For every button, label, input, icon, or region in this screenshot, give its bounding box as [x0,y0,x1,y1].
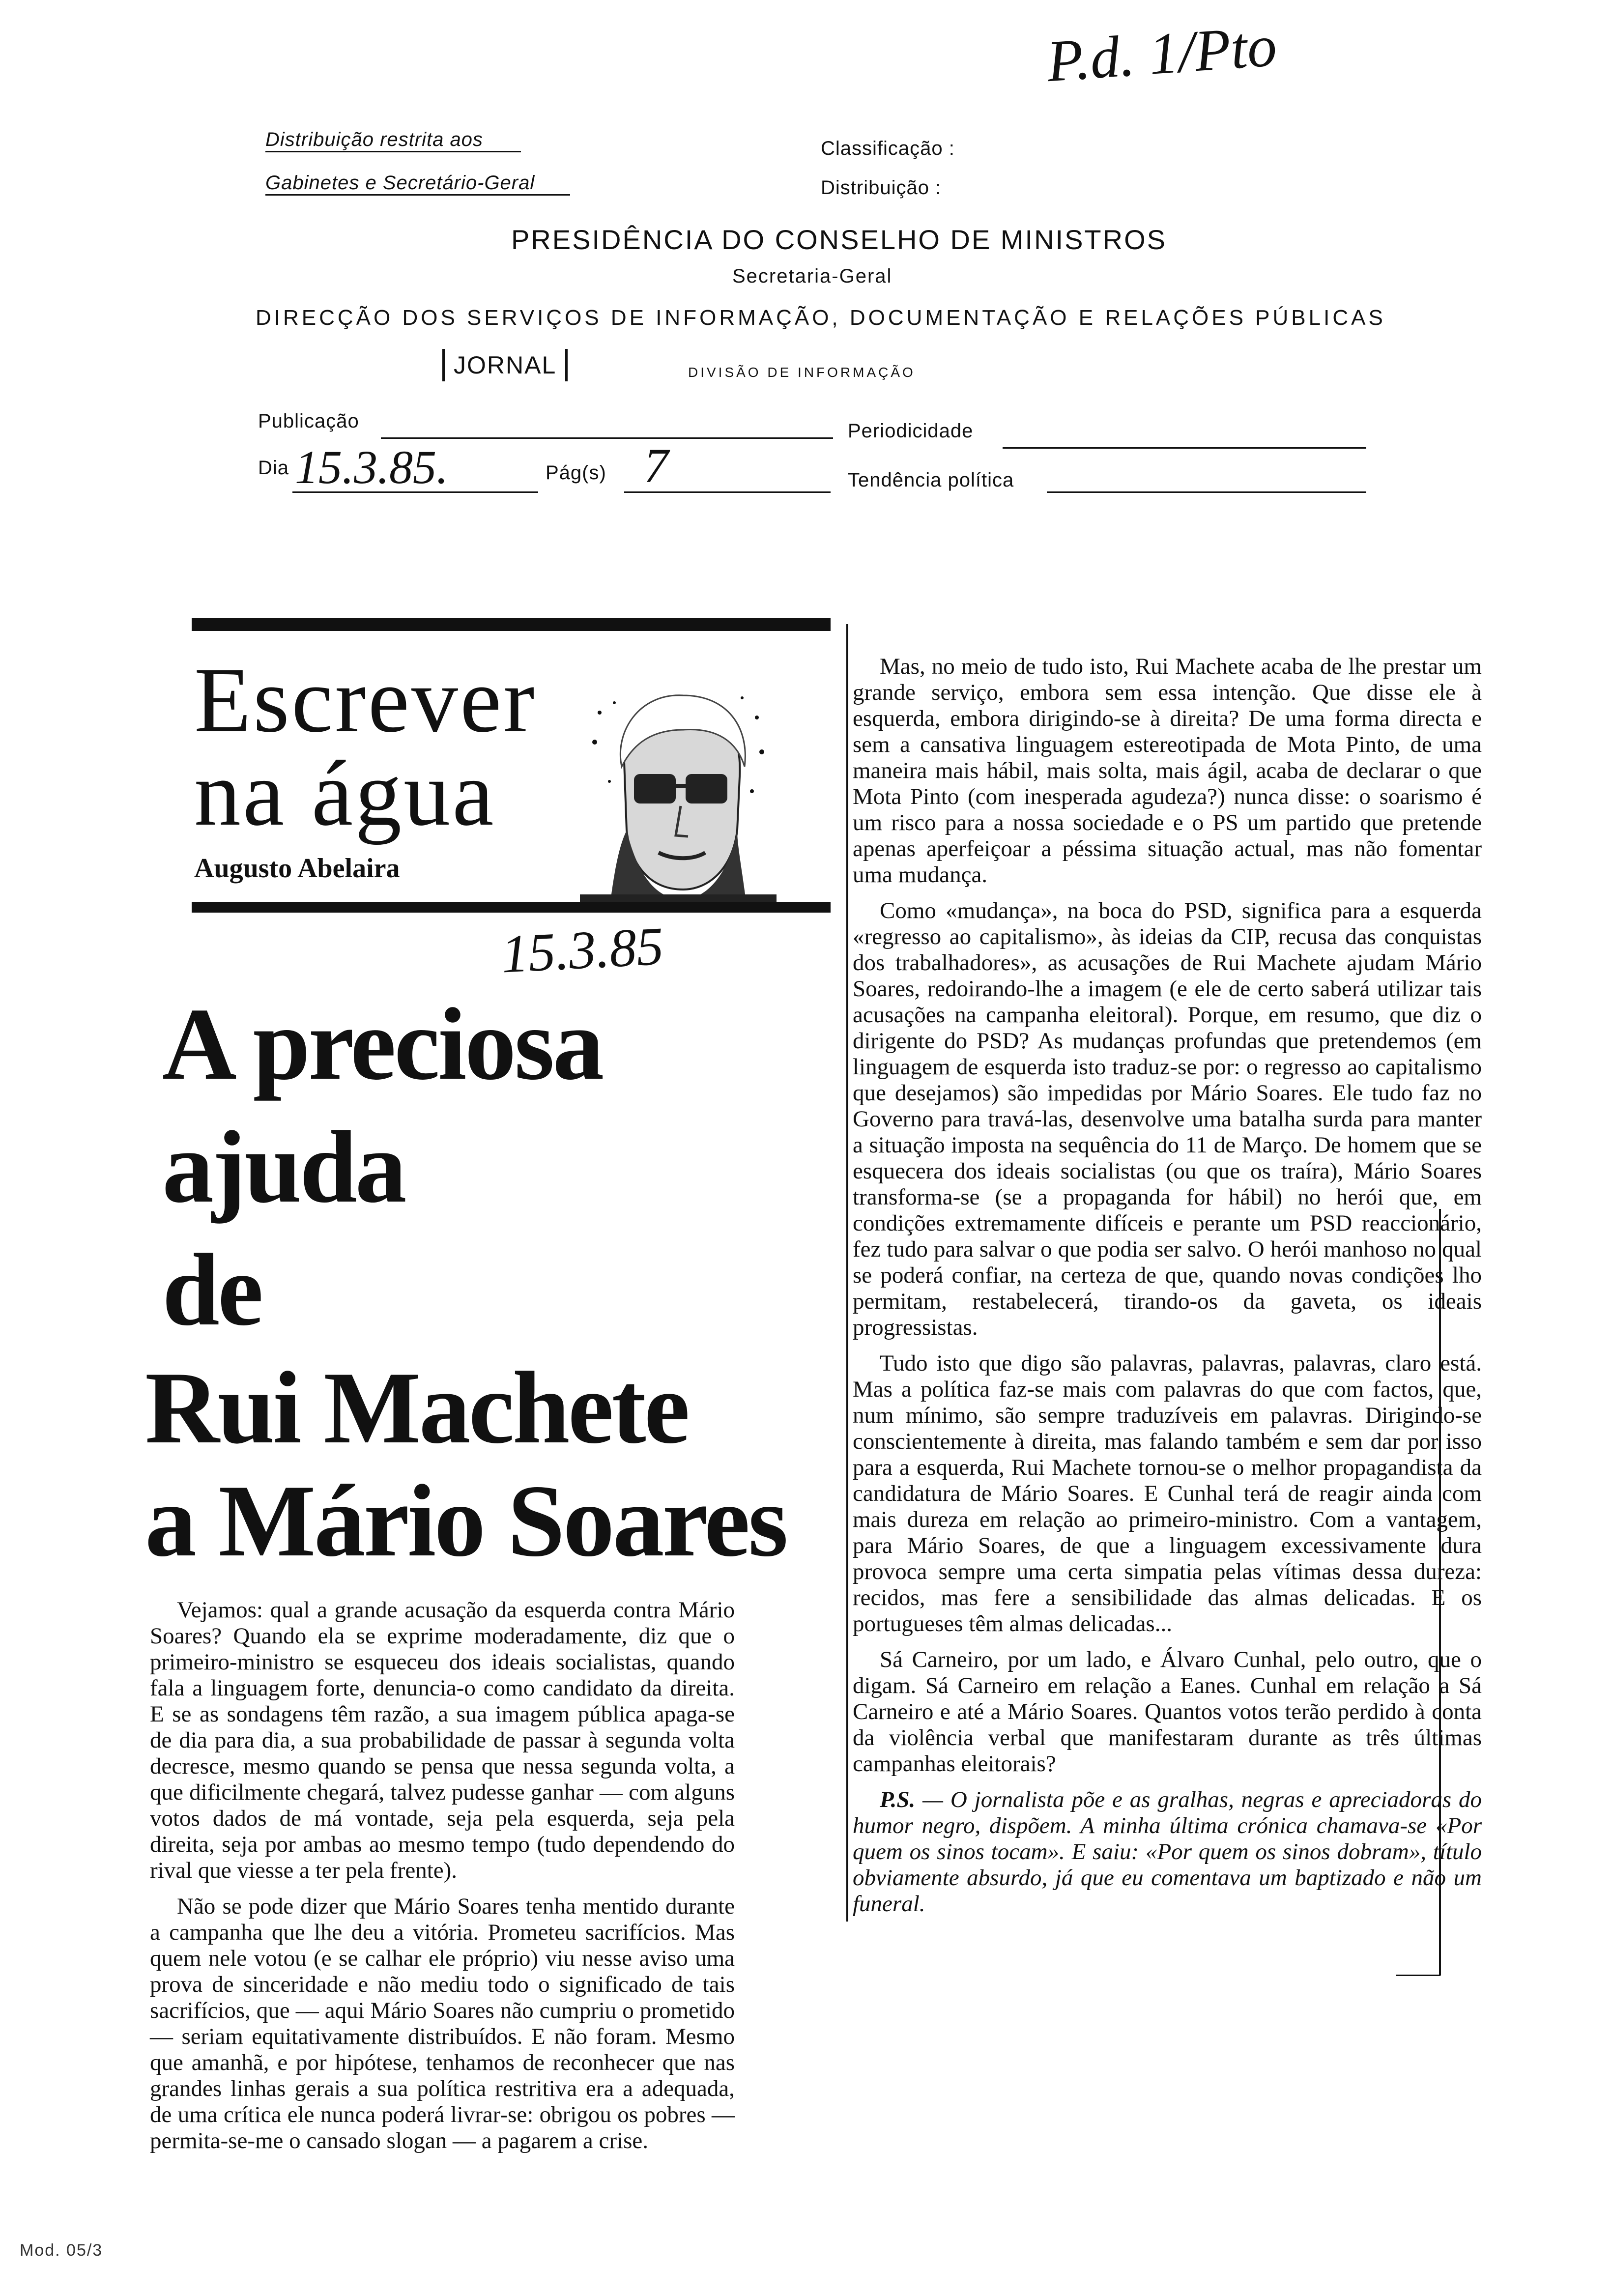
dia-label: Dia [258,457,289,479]
dia-line [292,491,538,493]
column-rule-left [846,624,848,1922]
restriction-line-2: Gabinetes e Secretário-Geral [265,172,570,196]
periodicidade-line [1003,447,1366,449]
handwritten-clip-date: 15.3.85 [500,916,665,984]
header-title: PRESIDÊNCIA DO CONSELHO DE MINISTROS [511,224,1167,255]
distribuicao-label: Distribuição : [821,177,942,199]
periodicidade-label: Periodicidade [848,420,974,442]
headline-line-2: ajuda [162,1110,405,1224]
publicacao-label: Publicação [258,410,359,432]
tendencia-line [1047,491,1366,493]
pags-value: 7 [644,438,668,493]
pags-label: Pág(s) [546,462,606,484]
article-paragraph: Tudo isto que digo são palavras, palavras, palavras, claro está. Mas a política faz-se mais com palavras do que com factos, que, num mínimo, são sempre traduzíveis em palavras. Dirigindo-se conscientemente à direita, mas falando também e sem dar por isso para a esquerda, Rui Machete tornou-se o melhor propagandista da candidatura de Mário Soares. E Cunhal terá de reagir ainda com mais dureza em relação ao primeiro-ministro. Com a vantagem, para Mário Soares, de que a linguagem excessivamente dura provoca sempre uma certa simpatia pelas vítimas dessa dureza: recidos, mas fere a sensibilidade das almas delicadas. E os portugueses têm almas delicadas... [853,1350,1482,1636]
author-photo [580,683,777,909]
dia-value: 15.3.85. [295,441,448,493]
header-subtitle: Secretaria-Geral [732,265,892,287]
article-paragraph: Mas, no meio de tudo isto, Rui Machete acaba de lhe prestar um grande serviço, embora sem essa intenção. Que disse ele à esquerda, embora dirigindo-se à direita? De uma forma directa e sem a cansativa linguagem estereotipada de Mota Pinto, de uma maneira mais hábil, mais solta, mais ágil, acaba de declarar o que Mota Pinto (com inesperada agudeza?) nunca disse: o soarismo é um risco para a nossa sociedade e o PS um partido que pretende apenas aperfeiçoar a péssima situação actual, mas não fomentar uma mudança. [853,654,1482,888]
headline-line-3: de [162,1233,261,1347]
headline-top-bar [192,902,831,913]
tendencia-label: Tendência política [848,469,1014,491]
headline-line-1: A preciosa [162,987,603,1101]
document-type-box: JORNAL [442,349,568,381]
column-author: Augusto Abelaira [194,853,400,884]
column-title-line-1: Escrever [194,649,537,752]
headline-line-5: a Mário Soares [145,1464,786,1578]
article-paragraph: Não se pode dizer que Mário Soares tenha mentido durante a campanha que lhe deu a vitória. Prometeu sacrifícios. Mas quem nele votou (e se calhar ele próprio) viu nesse aviso uma prova de sinceridade e não mediu todo o significado de tais sacrifícios, que — aqui Mário Soares não cumpriu o prometido — seriam equitativamente distribuídos. E não foram. Mesmo que amanhã, e por hipótese, tenhamos de reconhecer que nas grandes linhas gerais a sua política restritiva era a adequada, de uma crítica ele nunca poderá livrar-se: obrigou os pobres — permita-se-me o cansado slogan — a pagarem a crise. [150,1894,735,2153]
header-division: DIVISÃO DE INFORMAÇÃO [688,365,916,380]
article-paragraph: Sá Carneiro, por um lado, e Álvaro Cunhal, pelo outro, que o digam. Sá Carneiro em relação a Eanes. Cunhal em relação a Sá Carneiro e até a Mário Soares. Quantos votos terão perdido à conta da violência verbal que manifestaram durante as três últimas campanhas eleitorais? [853,1647,1482,1777]
header-direction: DIRECÇÃO DOS SERVIÇOS DE INFORMAÇÃO, DOCUMENTAÇÃO E RELAÇÕES PÚBLICAS [256,306,1386,330]
pags-line [624,491,831,493]
article-left-column [150,1597,735,2153]
postscript-text: — O jornalista põe e as gralhas, negras e apreciadoras do humor negro, dispõem. A minha última crónica chamava-se «Por quem os sinos tocam». E saiu: «Por quem os sinos dobram», título obviamente absurdo, já que eu comentava um baptizado e não um funeral. [853,1787,1482,1917]
postscript-label: P.S. [880,1787,916,1812]
column-bottom-rule [1396,1975,1440,1976]
handwritten-reference: P.d. 1/Pto [1044,12,1279,94]
column-top-bar [192,618,831,631]
article-paragraph: Como «mudança», na boca do PSD, significa para a esquerda «regresso ao capitalismo», às ideias da CIP, recusa das conquistas dos trabalhadores», as acusações de Rui Machete ajudam Mário Soares, redoirando-lhe a imagem (e ele de certo saberá utilizar tais acusações na campanha eleitoral). Porque, em resumo, que diz o dirigente do PSD? As mudanças profundas que pretendemos (em linguagem de esquerda isto traduz-se por: o regresso ao capitalismo que desejamos) são impedidas por Mário Soares. Ele tudo faz no Governo para travá-las, desenvolve uma batalha surda para manter a situação imposta na sequência do 11 de Março. De homem que se esquecera dos ideais socialistas (ou que os traíra), Mário Soares transforma-se (se a propaganda for hábil) no herói que, em condições extremamente difíceis e perante um PSD reaccionário, fez tudo para salvar o que podia ser salvo. O herói manhoso no qual se poderá confiar, na certeza de que, quando novas condições lho permitam, restabelecerá, tirando-os da gaveta, os ideais progressistas. [853,898,1482,1340]
publicacao-line [381,437,833,439]
article-postscript [853,1787,1482,1917]
article-right-column [853,654,1482,1971]
article-paragraph: Vejamos: qual a grande acusação da esquerda contra Mário Soares? Quando ela se exprime moderadamente, diz que o primeiro-ministro se esqueceu dos ideais socialistas, quando fala a linguagem forte, denuncia-o como candidato da direita. E se as sondagens têm razão, a sua imagem pública apaga-se de dia para dia, a sua probabilidade de passar à segunda volta decresce, mesmo quando se pensa que nessa segunda volta, a que dificilmente chegará, talvez pudesse ganhar — com alguns votos dados de má vontade, seja pela esquerda, seja pela direita, seja por ambas ao mesmo tempo (tudo dependendo do rival que viesse a ter pela frente). [150,1597,735,1883]
headline-line-4: Rui Machete [145,1351,688,1465]
restriction-line-1: Distribuição restrita aos [265,129,521,152]
column-title-line-2: na água [194,742,496,845]
form-code: Mod. 05/3 [20,2241,103,2260]
classificacao-label: Classificação : [821,138,955,159]
